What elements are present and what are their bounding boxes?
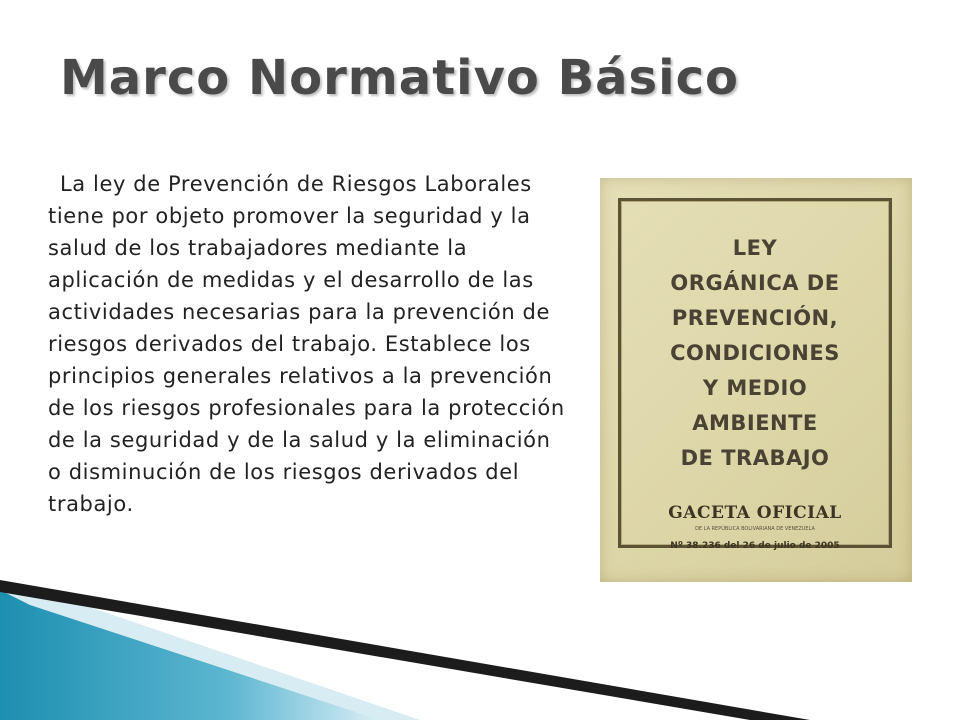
book-title-line: DE TRABAJO	[680, 446, 830, 470]
book-title-line: ORGÁNICA DE	[670, 271, 840, 295]
gaceta-oficial-label: GACETA OFICIAL	[668, 503, 842, 523]
body-paragraph: La ley de Prevención de Riesgos Laborales tiene por objeto promover la seguridad y la salud de los trabajadores mediante la aplicación de medidas y el desarrollo de las actividades necesarias para la prevención de riesgos derivados del trabajo. Establece los principios generales relativos a la prevención de los riesgos profesionales para la protección de la seguridad y de la salud y la eliminación o disminución de los riesgos derivados del trabajo.	[48, 172, 565, 516]
book-title-line: AMBIENTE	[692, 411, 818, 435]
book-title	[621, 231, 889, 476]
decorative-bottom-swoosh	[0, 580, 960, 720]
book-title-line: PREVENCIÓN,	[671, 306, 839, 330]
book-title-line: LEY	[732, 236, 778, 260]
book-title-line: Y MEDIO	[702, 376, 808, 400]
book-title-line: CONDICIONES	[670, 341, 840, 365]
book-cover-image	[600, 178, 912, 582]
slide-title: Marco Normativo Básico	[60, 50, 739, 106]
book-cover-frame	[618, 198, 892, 551]
gaceta-issue-number: Nº 38.236 del 26 de julio de 2005	[670, 541, 840, 551]
gaceta-subtitle: DE LA REPÚBLICA BOLIVARIANA DE VENEZUELA	[695, 526, 815, 532]
